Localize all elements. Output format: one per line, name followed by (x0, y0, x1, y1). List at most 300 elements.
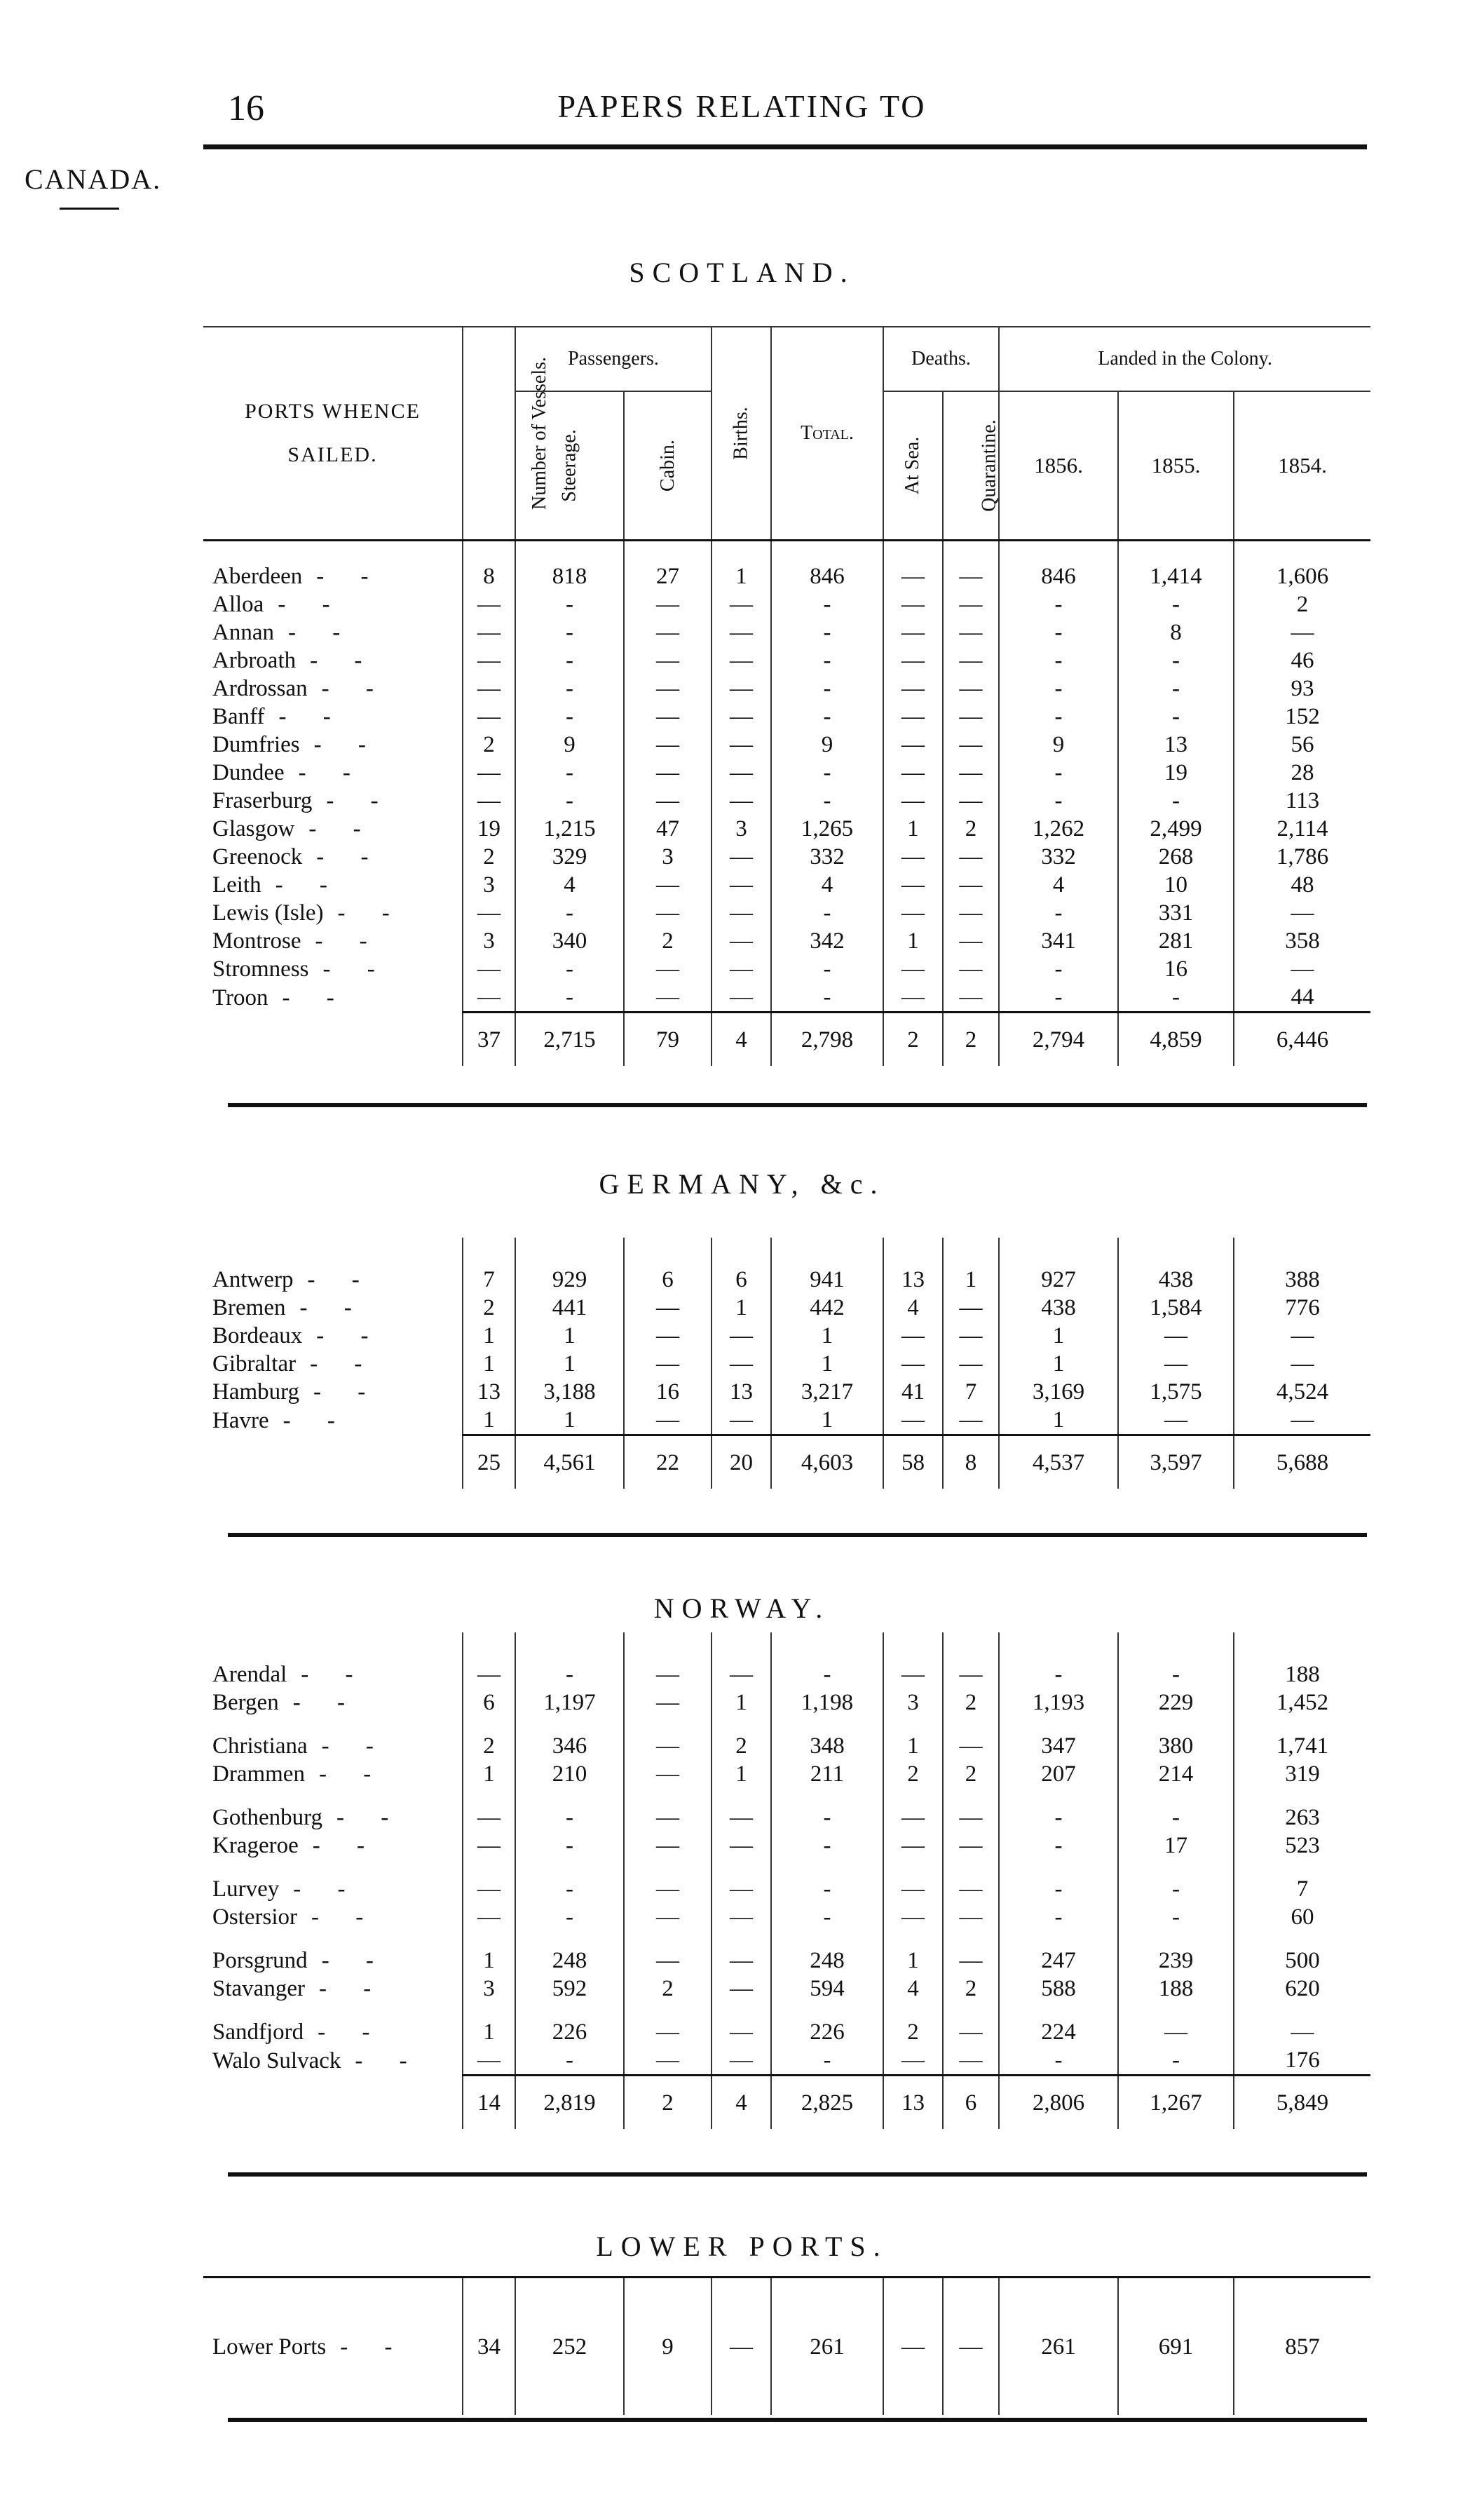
table-cell: 2 (624, 927, 712, 955)
table-cell: - (999, 1660, 1118, 1689)
table-cell: — (883, 2278, 943, 2416)
deaths-header: Deaths. (883, 327, 999, 391)
table-cell: 6 (624, 1266, 712, 1294)
table-row (203, 590, 1370, 618)
table-cell: — (624, 983, 712, 1013)
table-cell: - (999, 1788, 1118, 1832)
table-cell: - (771, 983, 883, 1013)
port-label: Drammen (212, 1761, 305, 1787)
port-name (203, 562, 463, 590)
leader-dashes: - - (308, 816, 376, 841)
table-cell: 10 (1118, 871, 1234, 899)
table-cell: 4,524 (1234, 1378, 1370, 1406)
port-name (203, 1832, 463, 1860)
leader-dashes: - - (340, 2334, 408, 2360)
table-cell: — (943, 1860, 999, 1903)
totals-row (203, 2076, 1370, 2130)
table-cell: 34 (463, 2278, 515, 2416)
table-cell: 1 (883, 1931, 943, 1975)
leader-dashes: - - (315, 928, 383, 954)
table-cell: — (624, 1322, 712, 1350)
table-cell: 226 (515, 2003, 624, 2046)
table-cell: — (943, 1406, 999, 1435)
table-cell: — (1234, 1350, 1370, 1378)
table-cell: 4 (771, 871, 883, 899)
table-cell: — (624, 1788, 712, 1832)
table-cell: — (943, 983, 999, 1013)
table-cell: — (712, 731, 771, 759)
leader-dashes: - - (313, 1379, 381, 1405)
table-cell: 1 (943, 1266, 999, 1294)
table-cell: 2 (883, 1760, 943, 1788)
total-cell: 20 (712, 1435, 771, 1489)
table-cell: - (515, 618, 624, 647)
table-cell: 3 (624, 843, 712, 871)
table-cell: — (712, 2003, 771, 2046)
port-label: Gothenburg (212, 1805, 323, 1830)
port-name (203, 871, 463, 899)
table-row (203, 618, 1370, 647)
port-label: Christiana (212, 1733, 308, 1759)
table-cell: 1,414 (1118, 562, 1234, 590)
table-cell: — (883, 1406, 943, 1435)
table-cell: — (624, 590, 712, 618)
table-cell: - (515, 899, 624, 927)
total-cell: 3,597 (1118, 1435, 1234, 1489)
port-label: Fraserburg (212, 788, 313, 813)
table-cell: 2 (712, 1717, 771, 1760)
port-label: Dundee (212, 760, 285, 785)
table-cell: - (515, 759, 624, 787)
table-cell: — (463, 1903, 515, 1931)
table-cell: - (1118, 1860, 1234, 1903)
table-cell: 941 (771, 1266, 883, 1294)
spacer-row (203, 541, 1370, 563)
table-row (203, 731, 1370, 759)
lower-ports-bottom-rule (228, 2418, 1367, 2422)
table-cell: — (463, 955, 515, 983)
table-cell: - (999, 899, 1118, 927)
table-cell: - (999, 955, 1118, 983)
table-cell: 1 (883, 1717, 943, 1760)
total-cell: 5,688 (1234, 1435, 1370, 1489)
table-cell: 248 (771, 1931, 883, 1975)
total-cell: 37 (463, 1013, 515, 1067)
table-cell: 1 (712, 1760, 771, 1788)
births-header: Births. (712, 327, 771, 541)
table-cell: 2,499 (1118, 815, 1234, 843)
table-cell: — (712, 955, 771, 983)
table-cell: - (515, 703, 624, 731)
table-cell: 588 (999, 1975, 1118, 2003)
table-cell: — (943, 759, 999, 787)
table-cell: — (712, 759, 771, 787)
table-cell: 388 (1234, 1266, 1370, 1294)
port-label: Porsgrund (212, 1948, 308, 1973)
table-cell: 239 (1118, 1931, 1234, 1975)
year-1854-header: 1854. (1234, 391, 1370, 541)
quarantine-header: Quarantine. (943, 391, 999, 541)
leader-dashes: - - (318, 2019, 386, 2045)
port-name (203, 1294, 463, 1322)
total-cell: 8 (943, 1435, 999, 1489)
table-row (203, 1322, 1370, 1350)
table-cell: - (771, 899, 883, 927)
total-cell: 4 (712, 1013, 771, 1067)
table-row (203, 1406, 1370, 1435)
table-cell: 1 (463, 2003, 515, 2046)
leader-dashes: - - (287, 620, 356, 645)
table-cell: 247 (999, 1931, 1118, 1975)
table-row (203, 1788, 1370, 1832)
table-cell: - (771, 1903, 883, 1931)
table-cell: - (999, 703, 1118, 731)
table-cell: 818 (515, 562, 624, 590)
table-cell: — (712, 1975, 771, 2003)
total-cell: 5,849 (1234, 2076, 1370, 2130)
table-cell: — (712, 675, 771, 703)
table-cell: 3 (712, 815, 771, 843)
table-cell: 9 (515, 731, 624, 759)
table-cell: 2 (463, 1294, 515, 1322)
port-label: Annan (212, 620, 274, 645)
total-cell: 6,446 (1234, 1013, 1370, 1067)
table-cell: 16 (1118, 955, 1234, 983)
table-cell: — (1234, 955, 1370, 983)
table-cell: 268 (1118, 843, 1234, 871)
port-label: Montrose (212, 928, 301, 954)
table-cell: — (943, 1350, 999, 1378)
table-cell: — (712, 1832, 771, 1860)
passengers-header: Passengers. (515, 327, 712, 391)
table-cell: — (712, 2278, 771, 2416)
leader-dashes: - - (321, 676, 389, 701)
port-label: Gibraltar (212, 1351, 297, 1376)
table-cell: - (771, 703, 883, 731)
table-row (203, 983, 1370, 1013)
table-cell: — (624, 731, 712, 759)
table-cell: - (1118, 703, 1234, 731)
table-cell: — (943, 590, 999, 618)
margin-note-rule (60, 208, 119, 210)
table-cell: — (943, 1931, 999, 1975)
cabin-header: Cabin. (624, 391, 712, 541)
table-cell: - (515, 1903, 624, 1931)
port-name (203, 1860, 463, 1903)
table-cell: — (883, 843, 943, 871)
table-cell: — (712, 618, 771, 647)
table-cell: 176 (1234, 2046, 1370, 2076)
table-cell: — (943, 955, 999, 983)
table-cell: — (463, 1832, 515, 1860)
table-cell: — (624, 899, 712, 927)
table-cell: 342 (771, 927, 883, 955)
port-label: Leith (212, 872, 261, 898)
table-cell: 44 (1234, 983, 1370, 1013)
table-cell: - (999, 983, 1118, 1013)
table-cell: — (712, 1660, 771, 1689)
leader-dashes: - - (278, 704, 346, 729)
table-cell: — (1234, 1322, 1370, 1350)
table-cell: - (999, 647, 1118, 675)
table-cell: — (943, 675, 999, 703)
table-cell: — (883, 675, 943, 703)
table-cell: — (624, 1350, 712, 1378)
table-cell: 1,265 (771, 815, 883, 843)
total-cell: 4,603 (771, 1435, 883, 1489)
table-cell: — (624, 1832, 712, 1860)
margin-note: CANADA. (25, 163, 162, 195)
table-cell: — (624, 1903, 712, 1931)
table-cell: 48 (1234, 871, 1370, 899)
table-cell: — (883, 1903, 943, 1931)
table-cell: — (883, 871, 943, 899)
scotland-table (203, 326, 1370, 1066)
port-label: Greenock (212, 844, 303, 869)
table-cell: — (883, 731, 943, 759)
port-name (203, 2278, 463, 2416)
port-label: Alloa (212, 592, 264, 617)
port-name (203, 1406, 463, 1435)
leader-dashes: - - (321, 1948, 389, 1973)
table-cell: 47 (624, 815, 712, 843)
section-title-norway: NORWAY. (653, 1592, 831, 1624)
table-cell: — (624, 1294, 712, 1322)
table-row (203, 815, 1370, 843)
table-cell: — (712, 703, 771, 731)
table-cell: 347 (999, 1717, 1118, 1760)
leader-dashes: - - (278, 592, 346, 617)
port-name (203, 1660, 463, 1689)
table-cell: 263 (1234, 1788, 1370, 1832)
total-cell: 14 (463, 2076, 515, 2130)
table-cell: — (1234, 899, 1370, 927)
table-cell: 152 (1234, 703, 1370, 731)
leader-dashes: - - (312, 1833, 380, 1858)
table-cell: 2 (463, 843, 515, 871)
total-cell: 2,794 (999, 1013, 1118, 1067)
table-cell: 2 (624, 1975, 712, 2003)
table-cell: 41 (883, 1378, 943, 1406)
port-name (203, 703, 463, 731)
table-cell: 1 (463, 1406, 515, 1435)
total-cell: 2,819 (515, 2076, 624, 2130)
table-cell: — (712, 1903, 771, 1931)
table-cell: - (771, 1860, 883, 1903)
table-cell: — (883, 1350, 943, 1378)
table-cell: — (712, 871, 771, 899)
port-label: Ardrossan (212, 676, 308, 701)
table-cell: — (1118, 1350, 1234, 1378)
table-cell: 442 (771, 1294, 883, 1322)
total-cell: 1,267 (1118, 2076, 1234, 2130)
port-name (203, 1717, 463, 1760)
table-cell: - (771, 590, 883, 618)
table-cell: 329 (515, 843, 624, 871)
leader-dashes: - - (321, 1733, 389, 1759)
table-cell: - (999, 787, 1118, 815)
table-cell: — (1234, 618, 1370, 647)
leader-dashes: - - (292, 1690, 360, 1715)
table-cell: — (1234, 1406, 1370, 1435)
leader-dashes: - - (311, 1904, 379, 1930)
table-cell: - (771, 675, 883, 703)
table-cell: 4 (999, 871, 1118, 899)
table-cell: - (999, 1903, 1118, 1931)
table-cell: 60 (1234, 1903, 1370, 1931)
table-cell: 248 (515, 1931, 624, 1975)
port-label: Bergen (212, 1690, 279, 1715)
table-cell: — (883, 2046, 943, 2076)
leader-dashes: - - (282, 984, 350, 1010)
table-cell: 28 (1234, 759, 1370, 787)
table-cell: 1,575 (1118, 1378, 1234, 1406)
table-cell: 500 (1234, 1931, 1370, 1975)
table-cell: - (771, 1660, 883, 1689)
table-row (203, 2278, 1370, 2416)
port-name (203, 815, 463, 843)
table-cell: — (883, 618, 943, 647)
table-cell: 3 (463, 927, 515, 955)
table-cell: 3 (883, 1689, 943, 1717)
table-cell: 594 (771, 1975, 883, 2003)
table-row (203, 1760, 1370, 1788)
table-cell: — (943, 1717, 999, 1760)
leader-dashes: - - (282, 1407, 350, 1433)
table-row (203, 2046, 1370, 2076)
table-cell: - (515, 1860, 624, 1903)
table-cell: 1 (712, 1689, 771, 1717)
table-cell: 1 (463, 1931, 515, 1975)
port-name (203, 787, 463, 815)
year-1856-header: 1856. (999, 391, 1118, 541)
table-cell: 1,786 (1234, 843, 1370, 871)
table-cell: 9 (999, 731, 1118, 759)
table-cell: 380 (1118, 1717, 1234, 1760)
table-cell: — (943, 1322, 999, 1350)
table-cell: — (463, 983, 515, 1013)
leader-dashes: - - (337, 900, 405, 926)
table-cell: 19 (463, 815, 515, 843)
table-cell: - (515, 787, 624, 815)
table-cell: 2 (463, 1717, 515, 1760)
table-cell: 226 (771, 2003, 883, 2046)
running-head: PAPERS RELATING TO (557, 88, 927, 124)
table-cell: 929 (515, 1266, 624, 1294)
port-label: Arbroath (212, 648, 297, 673)
table-cell: — (463, 618, 515, 647)
table-cell: — (883, 562, 943, 590)
table-row (203, 1350, 1370, 1378)
table-cell: 93 (1234, 675, 1370, 703)
landed-header: Landed in the Colony. (999, 327, 1370, 391)
table-cell: - (771, 1832, 883, 1860)
table-cell: — (943, 1832, 999, 1860)
table-cell: 1 (712, 1294, 771, 1322)
table-cell: — (943, 731, 999, 759)
leader-dashes: - - (293, 1876, 361, 1902)
port-name (203, 759, 463, 787)
table-cell: — (463, 703, 515, 731)
port-name (203, 675, 463, 703)
table-cell: - (1118, 2046, 1234, 2076)
totals-row (203, 1435, 1370, 1489)
total-cell: 4,537 (999, 1435, 1118, 1489)
table-row (203, 927, 1370, 955)
table-cell: — (624, 871, 712, 899)
port-name (203, 1350, 463, 1378)
table-cell: — (883, 1660, 943, 1689)
port-name (203, 1931, 463, 1975)
total-cell: 79 (624, 1013, 712, 1067)
table-cell: - (515, 2046, 624, 2076)
table-cell: - (515, 647, 624, 675)
table-cell: — (943, 1294, 999, 1322)
table-cell: 188 (1234, 1660, 1370, 1689)
germany-body (203, 1238, 1370, 1489)
table-cell: — (463, 1660, 515, 1689)
table-cell: — (883, 703, 943, 731)
leader-dashes: - - (316, 564, 384, 589)
port-label: Arendal (212, 1662, 287, 1687)
table-row (203, 871, 1370, 899)
table-cell: - (771, 759, 883, 787)
table-cell: - (1118, 787, 1234, 815)
table-cell: 1,197 (515, 1689, 624, 1717)
table-cell: - (1118, 983, 1234, 1013)
table-cell: 214 (1118, 1760, 1234, 1788)
table-cell: 8 (463, 562, 515, 590)
page-number: 16 (228, 88, 264, 128)
table-cell: 2 (1234, 590, 1370, 618)
port-name (203, 618, 463, 647)
table-cell: 261 (999, 2278, 1118, 2416)
table-cell: 358 (1234, 927, 1370, 955)
lower-ports-table (203, 2276, 1370, 2415)
table-cell: 27 (624, 562, 712, 590)
total-cell: 6 (943, 2076, 999, 2130)
table-cell: 691 (1118, 2278, 1234, 2416)
table-cell: - (515, 590, 624, 618)
vessels-header: Number of Vessels. (463, 327, 515, 541)
table-row (203, 843, 1370, 871)
table-cell: 8 (1118, 618, 1234, 647)
table-cell: — (883, 983, 943, 1013)
table-cell: 4 (515, 871, 624, 899)
table-cell: - (515, 675, 624, 703)
table-cell: — (943, 1788, 999, 1832)
table-cell: — (712, 843, 771, 871)
leader-dashes: - - (318, 1761, 387, 1787)
port-label: Antwerp (212, 1267, 294, 1292)
table-cell: 188 (1118, 1975, 1234, 2003)
port-label: Walo Sulvack (212, 2048, 341, 2073)
port-label: Banff (212, 704, 265, 729)
table-cell: 341 (999, 927, 1118, 955)
table-cell: 17 (1118, 1832, 1234, 1860)
table-cell: — (624, 2003, 712, 2046)
table-cell: - (771, 787, 883, 815)
lower-ports-body (203, 2278, 1370, 2416)
port-label: Sandfjord (212, 2019, 304, 2045)
table-cell: - (515, 955, 624, 983)
port-name (203, 927, 463, 955)
table-cell: - (515, 1832, 624, 1860)
port-name (203, 843, 463, 871)
table-cell: 1,606 (1234, 562, 1370, 590)
leader-dashes: - - (318, 1976, 387, 2001)
table-cell: 210 (515, 1760, 624, 1788)
